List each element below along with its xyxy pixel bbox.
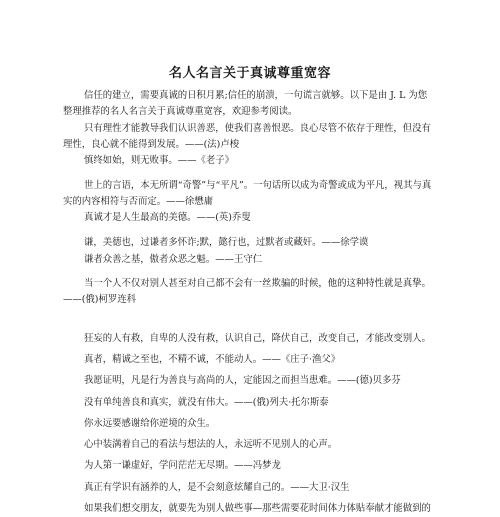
- paragraph-line: 慎终如始，则无败事。——《老子》: [84, 155, 235, 166]
- quote-paragraph: [63, 395, 441, 411]
- quote-paragraph: [63, 416, 441, 432]
- paragraph-line: 只有理性才能教导我们认识善恶，使我们喜善恨恶。良心尽管不依存于理性，但没有: [84, 123, 431, 134]
- quote-paragraph: [63, 121, 441, 153]
- paragraph-line: 实的内容相符与否而定。——徐懋庸: [63, 196, 214, 207]
- paragraph-line: 我愿证明，凡是行为善良与高尚的人，定能因之而担当患难。——(德)贝多芬: [84, 375, 401, 386]
- paragraph-line: 真诚才是人生最高的美德。——(英)乔叟: [84, 212, 251, 223]
- quote-paragraph: [63, 352, 441, 368]
- quote-paragraph: [63, 458, 441, 474]
- quote-paragraph: [63, 252, 441, 268]
- quote-paragraph: [63, 437, 441, 453]
- paragraph-intro: [63, 88, 441, 120]
- paragraph-line: 你永远要感谢给你逆境的众生。: [84, 418, 216, 429]
- paragraph-line: 谦，美德也，过谦者多怀诈;默，懿行也，过默者或藏奸。——徐学谟: [84, 237, 369, 248]
- paragraph-line: 世上的言语，本无所谓“奇警”与“平凡”。一句话所以成为奇警或成为平凡，视其与真: [84, 180, 432, 191]
- paragraph-line: 理性，良心就不能得到发展。——(法)卢梭: [63, 139, 240, 150]
- paragraph-line: 为人第一谦虚好，学问茫茫无尽期。——冯梦龙: [84, 460, 281, 471]
- paragraph-line: 真正有学识有涵养的人，是不会刻意炫耀自己的。——大卫·汉生: [84, 482, 350, 493]
- quote-paragraph: [63, 373, 441, 389]
- paragraph-line: 没有单纯善良和真实，就没有伟大。——(俄)列夫·托尔斯泰: [84, 397, 329, 408]
- quote-paragraph: [63, 178, 441, 210]
- paragraph-line: ——(俄)柯罗连科: [63, 294, 136, 305]
- quote-paragraph: [63, 210, 441, 226]
- quote-paragraph: [63, 331, 441, 347]
- quote-paragraph: [63, 153, 441, 169]
- paragraph-line: 狂妄的人有救，自卑的人没有救，认识自己，降伏自己，改变自己，才能改变别人。: [84, 333, 431, 344]
- paragraph-line: 谦者众善之基，傲者众恶之魁。——王守仁: [84, 254, 263, 265]
- quote-paragraph: [63, 501, 441, 517]
- quote-paragraph: [63, 276, 441, 308]
- paragraph-line: 信任的建立，需要真诚的日积月累;信任的崩溃，一句谎言就够。以下是由 J. L 为您: [84, 90, 428, 101]
- quote-paragraph: [63, 235, 441, 251]
- paragraph-line: 心中装满着自己的看法与想法的人，永远听不见别人的心声。: [84, 439, 338, 450]
- quote-paragraph: [63, 480, 441, 496]
- paragraph-line: 真者，精诚之至也，不精不诚，不能动人。——《庄子·渔父》: [84, 354, 341, 365]
- paragraph-line: 如果我们想交朋友，就要先为别人做些事—那些需要花时间体力体贴奉献才能做到的: [84, 503, 431, 514]
- document-title: 名人名言关于真诚尊重宽容: [168, 66, 331, 81]
- paragraph-line: 当一个人不仅对别人甚至对自己都不会有一丝欺骗的时候，他的这种特性就是真挚。: [84, 278, 431, 289]
- paragraph-line: 整理推荐的名人名言关于真诚尊重宽容，欢迎参考阅读。: [63, 106, 298, 117]
